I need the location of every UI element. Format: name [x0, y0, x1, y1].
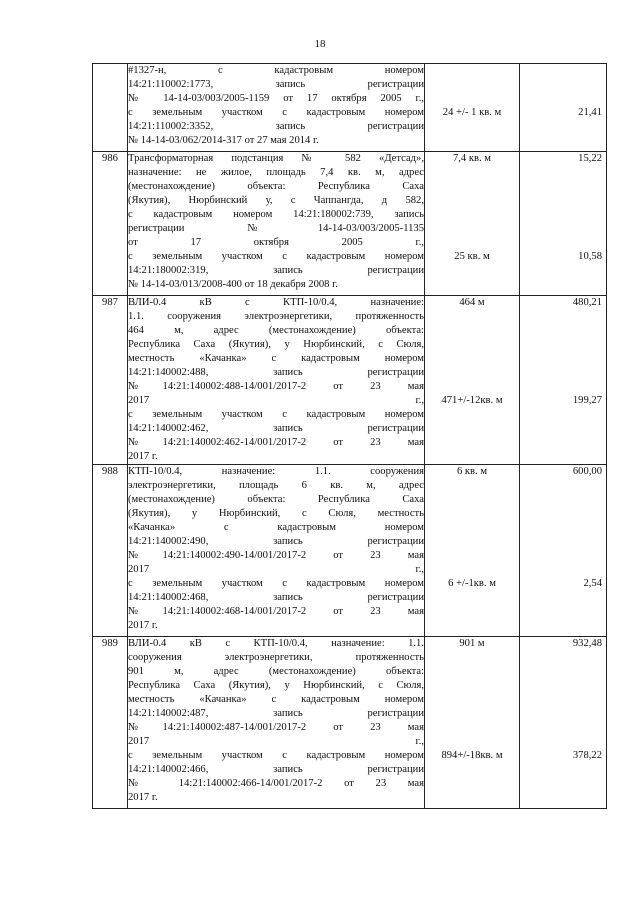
registry-table-body: [93, 64, 607, 809]
description-line: ВЛИ-0.4 кВ с КТП-10/0.4, назначение:: [128, 297, 424, 308]
description-line: №14:21:140002:462-14/001/2017-2 от 23 мая: [128, 437, 424, 448]
area-value: 25 кв. м: [454, 251, 490, 262]
description-line: №14:21:140002:490-14/001/2017-2 от 23 мая: [128, 550, 424, 561]
description-line: местность «Качанка» с кадастровым номером: [128, 694, 424, 705]
description-line: 2017 г.: [128, 792, 158, 803]
description-line: 14:21:110002:3352, запись регистрации: [128, 121, 424, 132]
row-number: 986: [102, 153, 118, 164]
description-line: 464 м, адрес (местонахождение) объекта:: [128, 325, 424, 336]
description-line: №14:21:140002:487-14/001/2017-2 от 23 мая: [128, 722, 424, 733]
description-line: Трансформаторная подстанция № 582 «Детсад»,: [128, 153, 424, 164]
value-cell: [520, 152, 607, 296]
description-line: от 17 октября 2005 г.,: [128, 237, 424, 248]
description-line: назначение: не жилое, площадь 7,4 кв. м, адрес: [128, 167, 424, 178]
cost-value: 600,00: [572, 466, 602, 477]
description-line: #1327-н, с кадастровым номером: [128, 65, 424, 76]
cost-value: 199,27: [572, 395, 602, 406]
value-cell: [520, 64, 607, 152]
description-line: с земельным участком с кадастровым номером: [128, 251, 424, 262]
description-line: 2017 г.,: [128, 736, 424, 747]
page-number: 18: [314, 38, 326, 50]
description-line: с земельным участком с кадастровым номером: [128, 578, 424, 589]
description-line: местность «Качанка» с кадастровым номером: [128, 353, 424, 364]
description-line: № 14-14-03/013/2008-400 от 18 декабря 2008 г.: [128, 279, 338, 290]
description-line: (Якутия), Нюрбинский у, с Чаппангда, д 582,: [128, 195, 424, 206]
description-line: 14:21:110002:1773, запись регистрации: [128, 79, 424, 90]
description-line: «Качанка» с кадастровым номером: [128, 522, 424, 533]
description-line: 901 м, адрес (местонахождение) объекта:: [128, 666, 424, 677]
area-cell: [425, 465, 520, 637]
value-cell: [520, 296, 607, 465]
cost-value: 378,22: [572, 750, 602, 761]
cost-value: 10,58: [578, 251, 602, 262]
description-line: (местонахождение) объекта: Республика Саха: [128, 494, 424, 505]
description-line: (местонахождение) объекта: Республика Саха: [128, 181, 424, 192]
table-row: [93, 296, 607, 465]
row-number-cell: [93, 152, 128, 296]
row-number-cell: [93, 465, 128, 637]
area-value: 6 +/-1кв. м: [448, 578, 496, 589]
description-line: 1.1. сооружения электроэнергетики, протяженность: [128, 311, 424, 322]
object-description-cell: [128, 152, 425, 296]
description-line: с кадастровым номером 14:21:180002:739, запись: [128, 209, 424, 220]
table-row: [93, 465, 607, 637]
row-number-cell: [93, 637, 128, 809]
description-line: 14:21:140002:488, запись регистрации: [128, 367, 424, 378]
description-line: № 14-14-03/003/2005-1159 от 17 октября 2005 г.,: [128, 93, 424, 104]
description-line: Республика Саха (Якутия), у Нюрбинский, с Сюля,: [128, 680, 424, 691]
row-number: 988: [102, 466, 118, 477]
object-description-cell: [128, 296, 425, 465]
area-value: 24 +/- 1 кв. м: [442, 107, 502, 118]
value-cell: [520, 465, 607, 637]
cost-value: 480,21: [572, 297, 602, 308]
table-row: [93, 64, 607, 152]
table-row: [93, 152, 607, 296]
area-cell: [425, 296, 520, 465]
description-line: 2017 г.: [128, 451, 158, 462]
row-number: 989: [102, 638, 118, 649]
description-line: 2017 г.: [128, 620, 158, 631]
registry-table: [92, 63, 607, 809]
area-cell: [425, 64, 520, 152]
value-cell: [520, 637, 607, 809]
area-value: 6 кв. м: [456, 466, 488, 477]
description-line: с земельным участком с кадастровым номером: [128, 107, 424, 118]
description-line: 14:21:140002:468, запись регистрации: [128, 592, 424, 603]
description-line: 14:21:140002:490, запись регистрации: [128, 536, 424, 547]
description-line: 2017 г.,: [128, 395, 424, 406]
description-line: сооружения электроэнергетики, протяженность: [128, 652, 424, 663]
cost-value: 2,54: [583, 578, 602, 589]
area-value: 7,4 кв. м: [452, 153, 492, 164]
description-line: ВЛИ-0.4 кВ с КТП-10/0.4, назначение: 1.1.: [128, 638, 424, 649]
description-line: с земельным участком с кадастровым номером: [128, 750, 424, 761]
area-value: 464 м: [459, 297, 485, 308]
table-row: [93, 637, 607, 809]
description-line: 14:21:180002:319, запись регистрации: [128, 265, 424, 276]
cost-value: 932,48: [572, 638, 602, 649]
description-line: № 14:21:140002:466-14/001/2017-2 от 23 мая: [128, 778, 424, 789]
description-line: (Якутия), у Нюрбинский, с Сюля, местность: [128, 508, 424, 519]
object-description-cell: [128, 64, 425, 152]
row-number-cell: [93, 64, 128, 152]
area-value: 901 м: [459, 638, 485, 649]
row-number: 987: [102, 297, 118, 308]
area-value: 471+/-12кв. м: [441, 395, 503, 406]
area-cell: [425, 637, 520, 809]
description-line: 14:21:140002:466, запись регистрации: [128, 764, 424, 775]
description-line: регистрации №14-14-03/003/2005-1135: [128, 223, 424, 234]
cost-value: 21,41: [578, 107, 602, 118]
row-number-cell: [93, 296, 128, 465]
object-description-cell: [128, 465, 425, 637]
object-description-cell: [128, 637, 425, 809]
description-line: с земельным участком с кадастровым номером: [128, 409, 424, 420]
description-line: 14:21:140002:462, запись регистрации: [128, 423, 424, 434]
description-line: электроэнергетики, площадь 6 кв. м, адрес: [128, 480, 424, 491]
description-line: № 14-14-03/062/2014-317 от 27 мая 2014 г.: [128, 135, 319, 146]
description-line: №14:21:140002:468-14/001/2017-2 от 23 мая: [128, 606, 424, 617]
area-cell: [425, 152, 520, 296]
description-line: 2017 г.,: [128, 564, 424, 575]
description-line: 14:21:140002:487, запись регистрации: [128, 708, 424, 719]
area-value: 894+/-18кв. м: [441, 750, 503, 761]
description-line: Республика Саха (Якутия), у Нюрбинский, с Сюля,: [128, 339, 424, 350]
cost-value: 15,22: [578, 153, 602, 164]
description-line: КТП-10/0.4, назначение: 1.1. сооружения: [128, 466, 424, 477]
description-line: №14:21:140002:488-14/001/2017-2 от 23 мая: [128, 381, 424, 392]
